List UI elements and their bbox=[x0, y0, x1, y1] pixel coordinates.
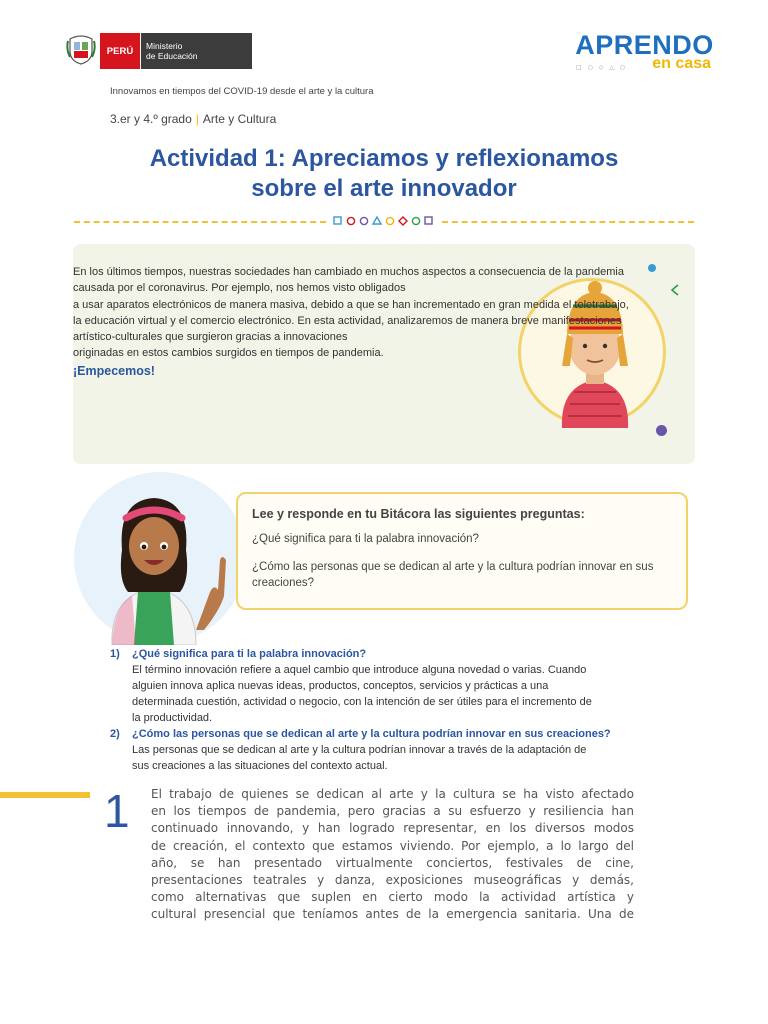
answer-text: Las personas que se dedican al arte y la cultura podrían innovar a través de la adaptación de sus creaciones a las situaciones del contexto actual. bbox=[132, 744, 587, 772]
coat-of-arms-icon bbox=[66, 33, 96, 65]
aprendo-en-casa-logo bbox=[572, 31, 717, 81]
empecemos-label: ¡Empecemos! bbox=[73, 364, 155, 378]
decorative-shapes-icon bbox=[332, 214, 436, 228]
answer-item bbox=[110, 646, 660, 726]
decor-dot-purple-icon bbox=[656, 425, 667, 436]
bubble-question-1: ¿Qué significa para ti la palabra innovación? bbox=[252, 533, 479, 545]
tagline: Innovamos en tiempos del COVID-19 desde el arte y la cultura bbox=[110, 86, 374, 97]
grade-subject: 3.er y 4.º grado | Arte y Cultura bbox=[110, 112, 277, 126]
answers-list bbox=[110, 646, 660, 774]
ministry-logo bbox=[100, 33, 252, 69]
divider-right bbox=[442, 221, 694, 223]
answer-number: 1) bbox=[110, 648, 120, 660]
brand-title: APRENDO bbox=[575, 30, 714, 60]
intro-paragraph: En los últimos tiempos, nuestras sociedades han cambiado en muchos aspectos a consecuencia de la pandemia causada por el coronavirus. Por ejemplo, nos hemos visto obligados a usar aparatos electrónicos de manera masiva, debido a que se han incrementado en gran medida el teletrabajo, la educación virtual y el comercio electrónico. En esta actividad, analizaremos de manera breve manifestaciones artístico-culturales que surgieron gracias a innovaciones originadas en estos cambios surgidos en tiempos de pandemia. bbox=[73, 266, 629, 360]
answer-number: 2) bbox=[110, 728, 120, 740]
answer-item bbox=[110, 726, 660, 774]
answer-question: ¿Qué significa para ti la palabra innovación? bbox=[132, 648, 367, 660]
bubble-question-2: ¿Cómo las personas que se dedican al arte y la cultura podrían innovar en sus creaciones? bbox=[252, 561, 654, 589]
brand-dots-icon: □ ○ ◇ △ ○ bbox=[576, 64, 627, 71]
page-title: Actividad 1: Apreciamos y reflexionamos sobre el arte innovador bbox=[149, 145, 619, 202]
brand-subtitle: en casa bbox=[652, 55, 711, 72]
answer-text: El término innovación refiere a aquel cambio que introduce alguna novedad o varias. Cuando alguien innova aplica nuevas ideas, productos, conceptos, servicios y prácticas a una determinada cuestión, actividad o negocio, con la intención de ser útiles para el incremento de la productividad. bbox=[132, 664, 592, 724]
answer-question: ¿Cómo las personas que se dedican al arte y la cultura podrían innovar en sus creaciones? bbox=[132, 728, 611, 740]
subject-label: Arte y Cultura bbox=[202, 112, 277, 126]
section-paragraph: El trabajo de quienes se dedican al arte y la cultura se ha visto afectado en los tiempos de pandemia, pero gracias a su esfuerzo y resiliencia han continuado innovando, y han logrado representar, en los diversos modos de creación, el contexto que estamos viviendo. Por ejemplo, a lo largo del año, se han presentado virtualmente conciertos, festivales de cine, presentaciones teatrales y danza, exposiciones museográficas y demás, como alternativas que suplen en cierto modo la actividad artística y cultural presencial que teníamos antes de la emergencia sanitaria. Una de bbox=[151, 787, 634, 922]
ministry-label: Ministerio de Educación bbox=[140, 33, 252, 69]
divider-left bbox=[74, 221, 326, 223]
grade-label: 3.er y 4.º grado bbox=[110, 112, 192, 126]
peru-label: PERÚ bbox=[100, 33, 140, 69]
bubble-title: Lee y responde en tu Bitácora las siguientes preguntas: bbox=[252, 507, 585, 521]
girl-illustration-icon bbox=[92, 480, 232, 645]
section-marker-bar bbox=[0, 792, 90, 798]
section-number: 1 bbox=[104, 785, 130, 837]
